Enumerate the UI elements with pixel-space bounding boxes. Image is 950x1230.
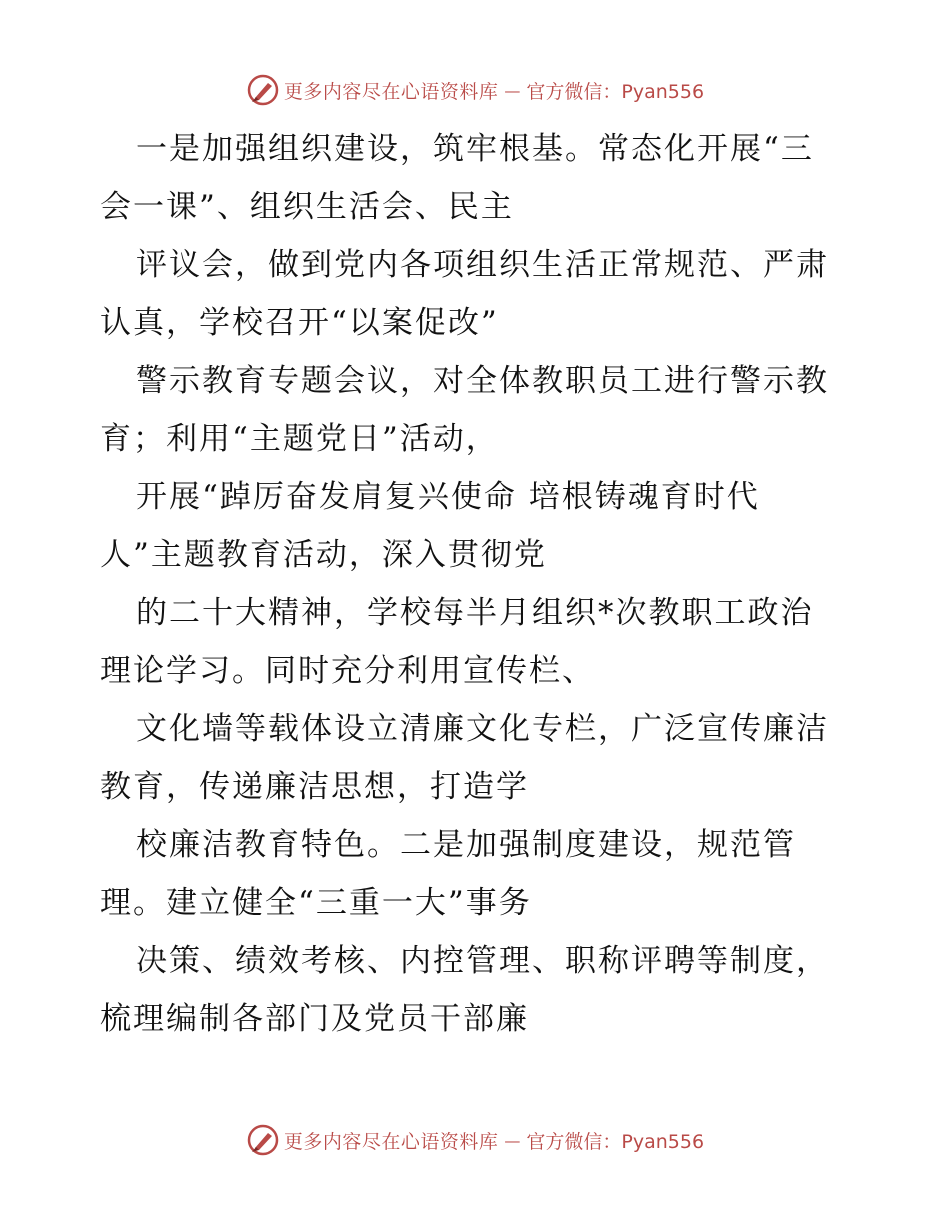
text-line: 会一课”、组织生活会、民主 xyxy=(100,189,514,225)
text-line: 评议会，做到党内各项组织生活正常规范、严肃 xyxy=(136,247,829,283)
text-line: 一是加强组织建设，筑牢根基。常态化开展“三 xyxy=(136,131,814,167)
text-line: 育；利用“主题党日”活动， xyxy=(100,421,499,457)
text-line: 人”主题教育活动，深入贯彻党 xyxy=(100,537,547,573)
text-line: 开展“踔厉奋发肩复兴使命 培根铸魂育时代 xyxy=(136,479,760,515)
text-line: 理。建立健全“三重一大”事务 xyxy=(100,885,532,921)
paragraph xyxy=(100,352,860,468)
text-line: 的二十大精神，学校每半月组织*次教职工政治 xyxy=(136,595,814,631)
header-banner xyxy=(0,70,950,110)
pen-logo-icon xyxy=(246,73,280,107)
footer-banner xyxy=(0,1120,950,1160)
text-line: 校廉洁教育特色。二是加强制度建设，规范管 xyxy=(136,827,796,863)
text-line: 教育，传递廉洁思想，打造学 xyxy=(100,769,529,805)
banner-separator: — xyxy=(504,1130,521,1150)
paragraph xyxy=(100,584,860,700)
banner-title: 更多内容尽在心语资料库 xyxy=(283,1130,499,1153)
banner-title: 更多内容尽在心语资料库 xyxy=(283,80,499,103)
banner-separator: — xyxy=(504,80,521,100)
paragraph xyxy=(100,816,860,932)
text-line: 文化墙等载体设立清廉文化专栏，广泛宣传廉洁 xyxy=(136,711,829,747)
paragraph xyxy=(100,932,860,1048)
paragraph xyxy=(100,700,860,816)
text-line: 理论学习。同时充分利用宣传栏、 xyxy=(100,653,595,689)
paragraph xyxy=(100,120,860,236)
text-line: 决策、绩效考核、内控管理、职称评聘等制度， xyxy=(136,943,829,979)
banner-contact: 官方微信：Pyan556 xyxy=(526,80,705,103)
banner-contact: 官方微信：Pyan556 xyxy=(526,1130,705,1153)
paragraph xyxy=(100,468,860,584)
text-line: 警示教育专题会议，对全体教职员工进行警示教 xyxy=(136,363,829,399)
document-body xyxy=(100,120,860,1048)
text-line: 认真，学校召开“以案促改” xyxy=(100,305,499,341)
paragraph xyxy=(100,236,860,352)
pen-logo-icon xyxy=(246,1123,280,1157)
text-line: 梳理编制各部门及党员干部廉 xyxy=(100,1001,529,1037)
